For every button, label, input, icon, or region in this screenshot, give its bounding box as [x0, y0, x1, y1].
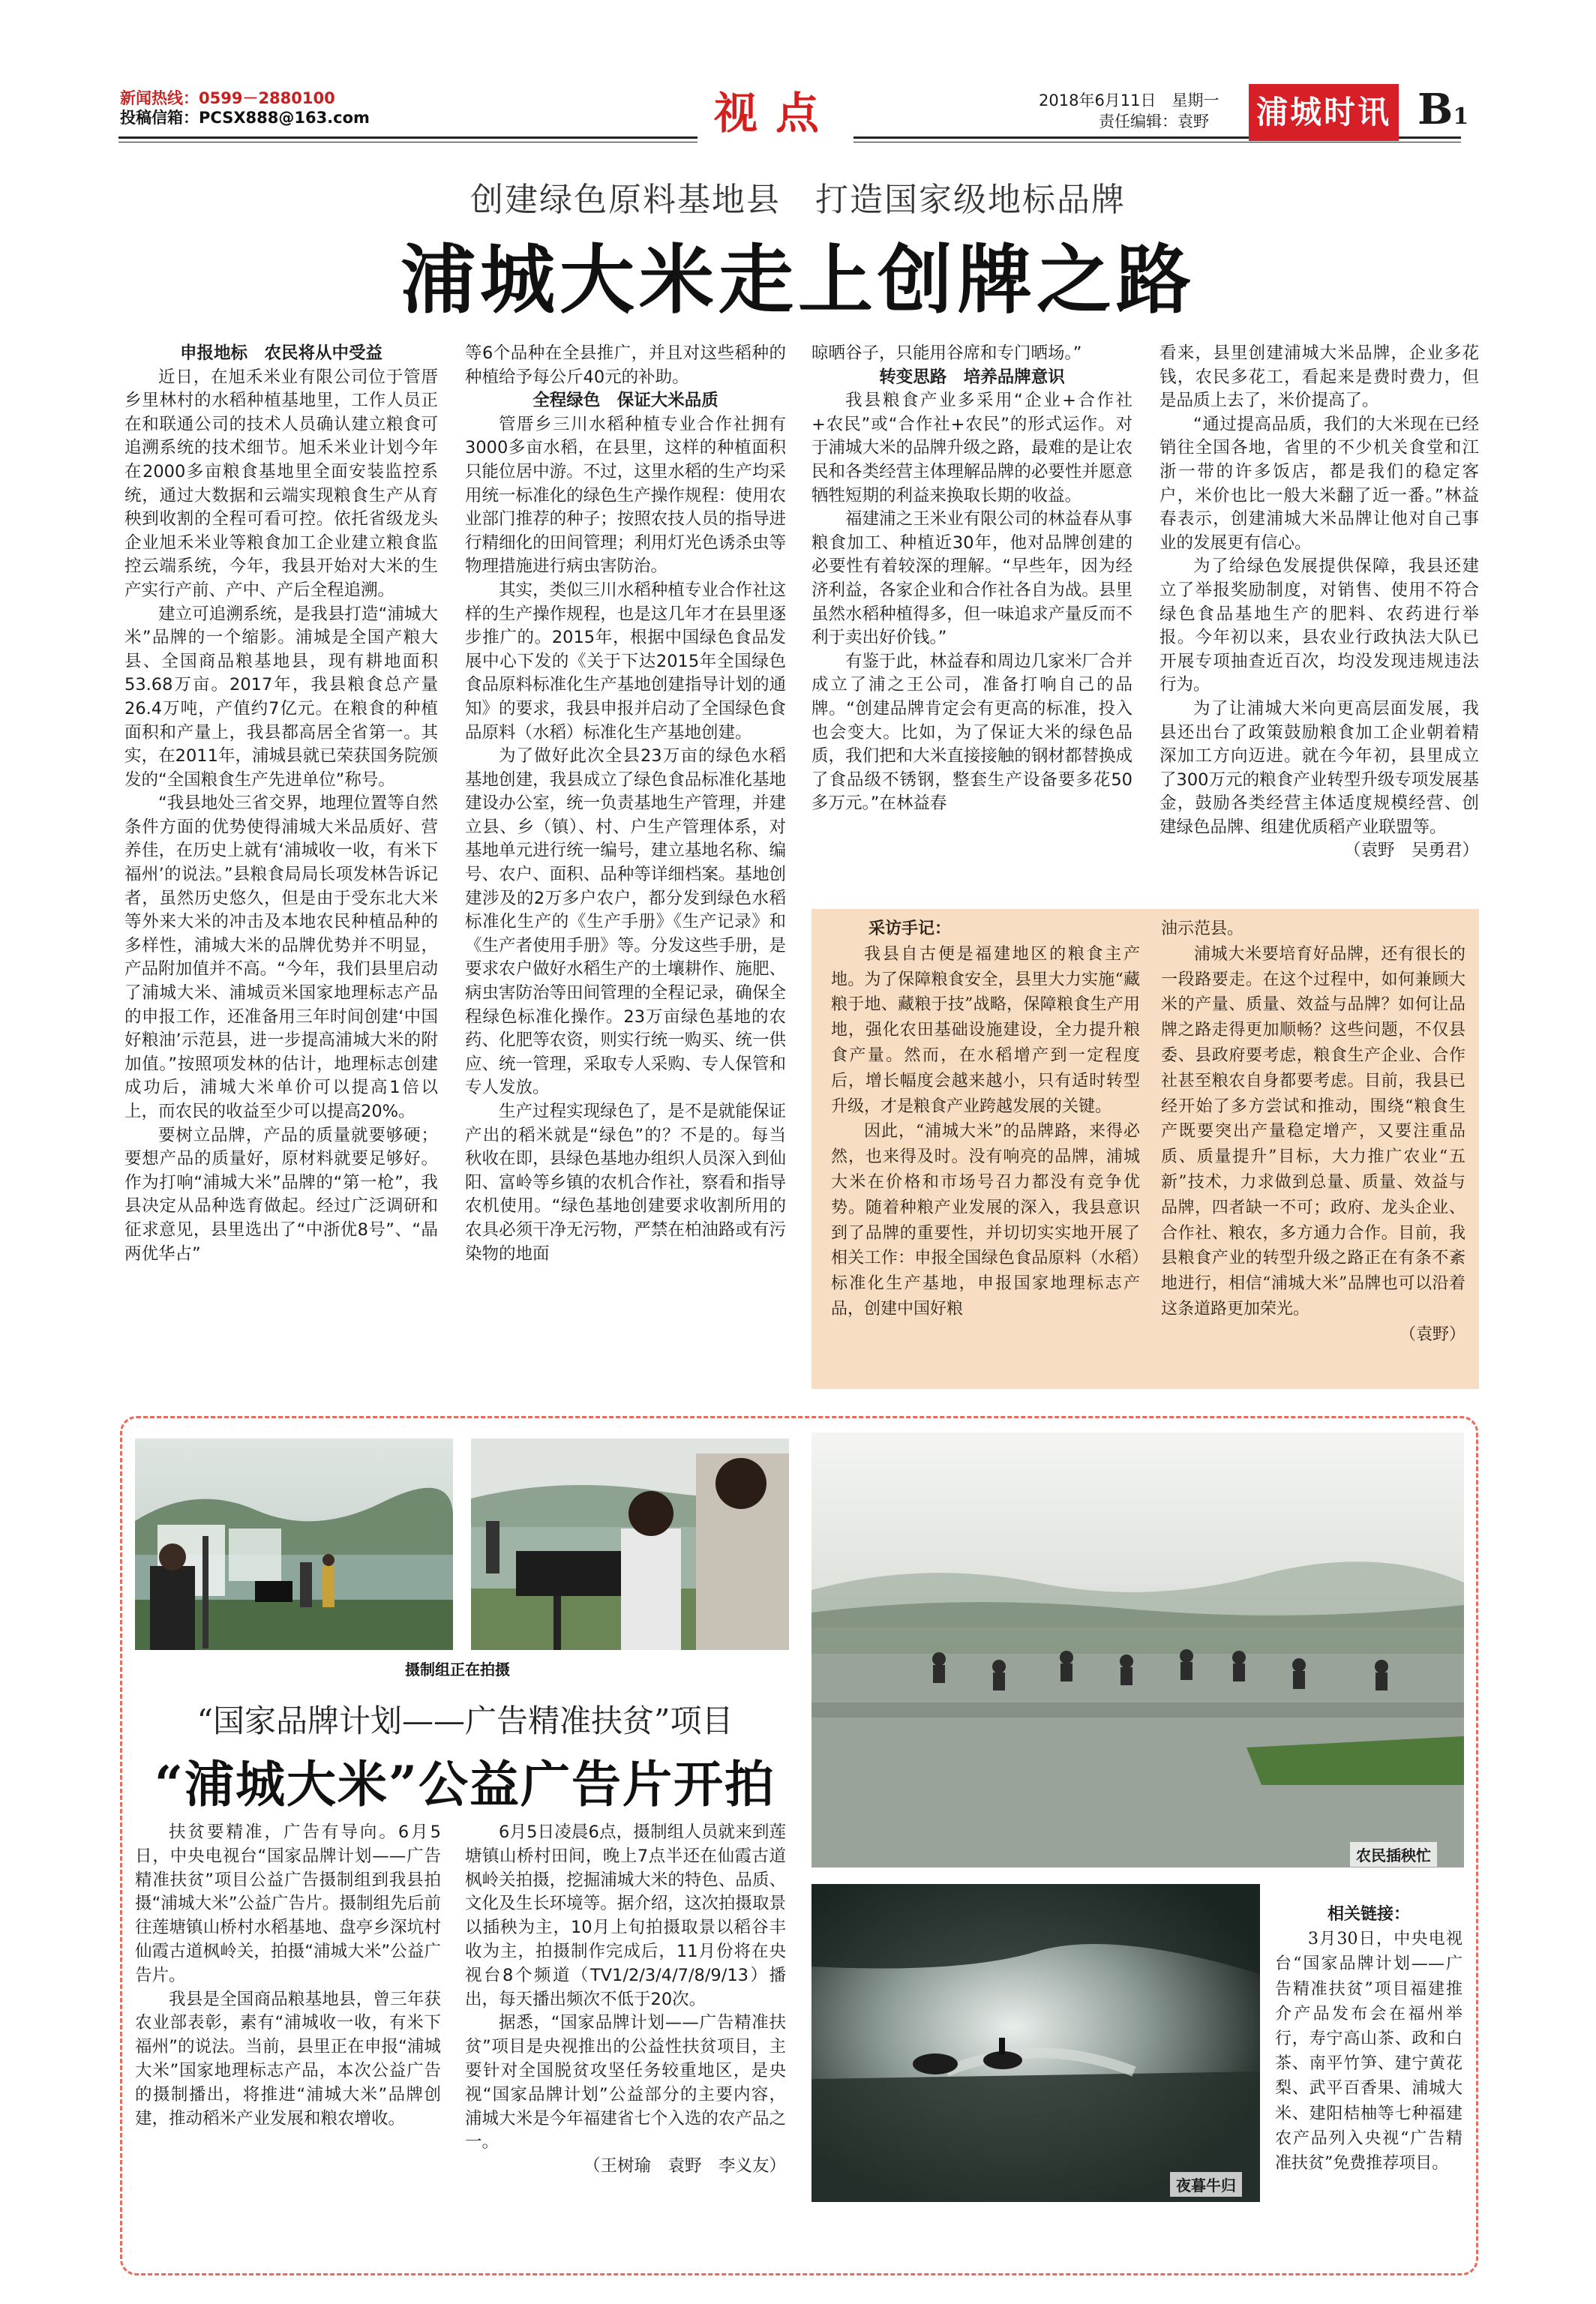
article-title: 浦城大米走上创牌之路: [400, 236, 1196, 324]
feature-title: “浦城大米”公益广告片开拍: [154, 1755, 776, 1814]
photo-cameraman: [471, 1438, 789, 1650]
feature-paragraph: 扶贫要精准，广告有导向。6月5日，中央电视台“国家品牌计划——广告精准扶贫”项目公益广告摄制组到我县拍摄“浦城大米”公益广告片。摄制组先后前往莲塘镇山桥村水稻基地、盘亭乡深坑村仙霞古道枫岭关，拍摄“浦城大米”公益广告片。: [135, 1822, 441, 1985]
photo-transplanting-caption: 农民插秧忙: [1350, 1842, 1437, 1867]
interview-notes-box: [812, 909, 1479, 1389]
editor-credit: 责任编辑：袁野: [1099, 112, 1209, 130]
article-column-2: [465, 342, 786, 1266]
paragraph: 生产过程实现绿色了，是不是就能保证产出的稻米就是“绿色”的？不是的。每当秋收在即，县绿色基地办组织人员深入到仙阳、富岭等乡镇的农机合作社，察看和指导农机使用。“绿色基地创建要求收割所用的农具必须干净无污物，严禁在柏油路或有污染物的地面: [465, 1102, 786, 1264]
section-title: 视点: [713, 88, 837, 139]
article-column-4: [1160, 342, 1479, 863]
interview-paragraph: 因此，“浦城大米”的品牌路，来得必然，也来得及时。没有响亮的品牌，浦城大米在价格和市场号召力都没有竞争优势。随着种粮产业发展的深入，我县意识到了品牌的重要性，并切切实实地开展了相关工作：申报全国绿色食品原料（水稻）标准化生产基地，申报国家地理标志产品，创建中国好粮: [831, 1122, 1140, 1318]
interview-byline: （袁野）: [1399, 1324, 1466, 1344]
paragraph: 建立可追溯系统，是我县打造“浦城大米”品牌的一个缩影。浦城是全国产粮大县、全国商品粮基地县，现有耕地面积53.68万亩。2017年，我县粮食总产量26.4万吨，产值约7亿元。在粮食的种植面积和产量上，我县都高居全省第一。其实，在2011年，浦城县就已荣获国务院颁发的“全国粮食生产先进单位”称号。: [124, 604, 438, 790]
paragraph: 为了让浦城大米向更高层面发展，我县还出台了政策鼓励粮食加工企业朝着精深加工方向迈进。就在今年初，县里成立了300万元的粮食产业转型升级专项发展基金，鼓励各类经营主体适度规模经营、创建绿色品牌、组建优质稻产业联盟等。: [1160, 698, 1479, 837]
photo-cattle-caption: 夜暮牛归: [1170, 2172, 1242, 2197]
interview-paragraph: 浦城大米要培育好品牌，还有很长的一段路要走。在这个过程中，如何兼顾大米的产量、质量、效益与品牌？如何让品牌之路走得更加顺畅？这些问题，不仅县委、县政府要考虑，粮食生产企业、合作社甚至粮农自身都要考虑。目前，我县已经开始了多方尝试和推动，围绕“粮食生产既要突出产量稳定增产，又要注重品质、质量提升”目标，大力推广农业“五新”技术，力求做到总量、质量、效益与品牌，四者缺一不可；政府、龙头企业、合作社、粮农，多方通力合作。目前，我县粮食产业的转型升级之路正在有条不紊地进行，相信“浦城大米”品牌也可以沿着这条道路更加荣光。: [1161, 944, 1466, 1318]
hotline-label: 新闻热线：: [120, 89, 199, 107]
paragraph: 有鉴于此，林益春和周边几家米厂合并成立了浦之王公司，准备打响自己的品牌。“创建品牌肯定会有更高的标准，投入也会变大。比如，为了保证大米的绿色品质，我们把和大米直接接触的钢材都替换成了食品级不锈钢，整套生产设备要多花50多万元。”在林益春: [812, 651, 1132, 814]
email-address: PCSX888@163.com: [199, 109, 370, 127]
section-subheading: 转变思路 培养品牌意识: [879, 367, 1065, 387]
paragraph: “通过提高品质，我们的大米现在已经销往全国各地，省里的不少机关食堂和江浙一带的许多饭店，都是我们的稳定客户，米价也比一般大米翻了近一番。”林益春表示，创建浦城大米品牌让他对自己事业的发展更有信心。: [1160, 414, 1479, 553]
paragraph: 要树立品牌，产品的质量就要够硬；要想产品的质量好，原材料就要足够好。作为打响“浦城大米”品牌的“第一枪”，我县决定从品种选育做起。经过广泛调研和征求意见，县里选出了“中浙优8号”、“晶两优华占”: [124, 1125, 438, 1264]
paragraph: 为了做好此次全县23万亩的绿色水稻基地创建，我县成立了绿色食品标准化基地建设办公室，统一负责基地生产管理，并建立县、乡（镇）、村、户生产管理体系，对基地单元进行统一编号，建立基地名称、编号、农户、面积、品种等详细档案。基地创建涉及的2万多户农户，都分发到绿色水稻标准化生产的《生产手册》《生产记录》和《生产者使用手册》等。分发这些手册，是要求农户做好水稻生产的土壤耕作、施肥、病虫害防治等田间管理的全程记录，确保全程绿色标准化操作。23万亩绿色基地的农药、化肥等农资，则实行统一购买、统一供应、统一管理，采取专人采购、专人保管和专人发放。: [465, 746, 786, 1098]
photo-farmers-transplanting: [812, 1432, 1464, 1868]
interview-column-right: [1161, 916, 1466, 1348]
cameraman-image: [471, 1438, 789, 1650]
hotline-number: 0599－2880100: [199, 89, 335, 107]
feature-subtitle: “国家品牌计划——广告精准扶贫”项目: [196, 1702, 734, 1739]
newspaper-logo: 浦城时讯: [1249, 84, 1399, 141]
issue-date: 2018年6月11日 星期一: [1039, 92, 1220, 110]
feature-paragraph: 6月5日凌晨6点，摄制组人员就来到莲塘镇山桥村田间，晚上7点半还在仙霞古道枫岭关拍摄，挖掘浦城大米的特色、品质、文化及生长环境等。据介绍，这次拍摄取景以插秧为主，10月上旬拍摄取景以稻谷丰收为主，拍摄制作完成后，11月份将在央视台8个频道（TV1/2/3/4/7/8/9/13）播出，每天播出频次不低于20次。: [465, 1822, 786, 2009]
email-label: 投稿信箱：: [120, 109, 199, 127]
farmers-transplanting-image: [812, 1432, 1464, 1868]
film-crew-field-image: [135, 1438, 453, 1650]
page-letter: B: [1418, 85, 1454, 134]
interview-column-left: [831, 916, 1140, 1322]
paragraph: 我县粮食产业多采用“企业+合作社+农民”或“合作社+农民”的形式运作。对于浦城大米的品牌升级之路，最难的是让农民和各类经营主体理解品牌的必要性并愿意牺牲短期的利益来换取长期的收益。: [812, 391, 1132, 506]
feature-paragraph: 据悉，“国家品牌计划——广告精准扶贫”项目是央视推出的公益性扶贫项目，主要针对全国脱贫攻坚任务较重地区，是央视“国家品牌计划”公益部分的主要内容，浦城大米是今年福建省七个入选的农产品之一。: [465, 2013, 786, 2152]
byline: （袁野 吴勇君）: [1343, 841, 1479, 861]
interview-paragraph: 我县自古便是福建地区的粮食主产地。为了保障粮食安全，县里大力实施“藏粮于地、藏粮于技”战略，保障粮食生产用地，强化农田基础设施建设，全力提升粮食产量。然而，在水稻增产到一定程度后，增长幅度会越来越小，只有适时转型升级，才是粮食产业跨越发展的关键。: [831, 944, 1140, 1116]
cattle-dusk-image: [812, 1884, 1260, 2202]
related-heading: 相关链接：: [1327, 1905, 1410, 1924]
photo-cattle-dusk: [812, 1884, 1260, 2202]
page-number: [1418, 81, 1468, 146]
related-link-box: [1275, 1902, 1462, 2176]
interview-continued: 油示范县。: [1161, 920, 1244, 938]
continued-paragraph: 等6个品种在全县推广，并且对这些稻种的种植给予每公斤40元的补助。: [465, 344, 786, 387]
hotline-block: [120, 88, 370, 128]
paragraph: 为了给绿色发展提供保障，我县还建立了举报奖励制度，对销售、使用不符合绿色食品基地生产的肥料、农药进行举报。今年初以来，县农业行政执法大队已开展专项抽查近百次，均没发现违规违法行为。: [1160, 556, 1479, 695]
paragraph: 其实，类似三川水稻种植专业合作社这样的生产操作规程，也是这几年才在县里逐步推广的。2015年，根据中国绿色食品发展中心下发的《关于下达2015年全国绿色食品原料标准化生产基地创建指导计划的通知》的要求，我县申报并启动了全国绿色食品原料（水稻）标准化生产基地创建。: [465, 580, 786, 742]
section-subheading: 全程绿色 保证大米品质: [532, 391, 718, 411]
interview-heading: 采访手记：: [868, 920, 952, 938]
paragraph: “我县地处三省交界，地理位置等自然条件方面的优势使得浦城大米品质好、营养佳，在历史上就有‘浦城收一收，有米下福州’的说法。”县粮食局局长项发林告诉记者，虽然历史悠久，但是由于受东北大米等外来大米的冲击及本地农民种植品种的多样性，浦城大米的品牌优势并不明显，产品附加值并不高。“今年，我们县里启动了浦城大米、浦城贡米国家地理标志产品的申报工作，还准备用三年时间创建‘中国好粮油’示范县，进一步提高浦城大米的附加值。”按照项发林的估计，地理标志创建成功后，浦城大米单价可以提高1倍以上，而农民的收益至少可以提高20%。: [124, 794, 438, 1121]
photo-film-crew-field: [135, 1438, 453, 1650]
dateline: [1039, 90, 1220, 132]
feature-column-1: [135, 1821, 441, 2131]
feature-column-2: [465, 1821, 786, 2179]
paragraph: 近日，在旭禾米业有限公司位于管厝乡里林村的水稻种植基地里，工作人员正在和联通公司的技术人员确认建立粮食可追溯系统的技术细节。旭禾米业计划今年在2000多亩粮食基地里全面安装监控系统，通过大数据和云端实现粮食生产从育秧到收割的全程可看可控。依托省级龙头企业旭禾米业等粮食加工企业建立粮食监控云端系统，今年，我县开始对大米的生产实行产前、产中、产后全程追溯。: [124, 367, 438, 600]
page-digit: 1: [1453, 104, 1469, 130]
continued-paragraph: 晾晒谷子，只能用谷席和专门晒场。”: [812, 344, 1082, 363]
continued-paragraph: 看来，县里创建浦城大米品牌，企业多花钱，农民多花工，看起来是费时费力，但是品质上去了，米价提高了。: [1160, 344, 1479, 411]
related-paragraph: 3月30日，中央电视台“国家品牌计划——广告精准扶贫”项目福建推介产品发布会在福州举行，寿宁高山茶、政和白茶、南平竹笋、建宁黄花梨、武平百香果、浦城大米、建阳桔柚等七种福建农产品列入央视“广告精准扶贫”免费推荐项目。: [1275, 1930, 1462, 2174]
article-column-3: [812, 342, 1132, 816]
photo-crew-caption: 摄制组正在拍摄: [405, 1660, 510, 1678]
article-subtitle: 创建绿色原料基地县 打造国家级地标品牌: [470, 181, 1126, 219]
feature-byline: （王树瑜 袁野 李义友）: [583, 2156, 786, 2176]
feature-paragraph: 我县是全国商品粮基地县，曾三年获农业部表彰，素有“浦城收一收，有米下福州”的说法。当前，县里正在申报“浦城大米”国家地理标志产品，本次公益广告的摄制播出，将推进“浦城大米”品牌创建，推动稻米产业发展和粮农增收。: [135, 1989, 441, 2128]
article-column-1: [124, 342, 438, 1266]
paragraph: 福建浦之王米业有限公司的林益春从事粮食加工、种植近30年，他对品牌创建的必要性有着较深的理解。“早些年，因为经济利益，各家企业和合作社各自为战。县里虽然水稻种植得多，但一味追求产量反而不利于卖出好价钱。”: [812, 509, 1132, 648]
paragraph: 管厝乡三川水稻种植专业合作社拥有3000多亩水稻，在县里，这样的种植面积只能位居中游。不过，这里水稻的生产均采用统一标准化的绿色生产操作规程：使用农业部门推荐的种子；按照农技人员的指导进行精细化的田间管理；利用灯光色诱杀虫等物理措施进行病虫害防治。: [465, 414, 786, 577]
section-subheading: 申报地标 农民将从中受益: [179, 344, 382, 363]
